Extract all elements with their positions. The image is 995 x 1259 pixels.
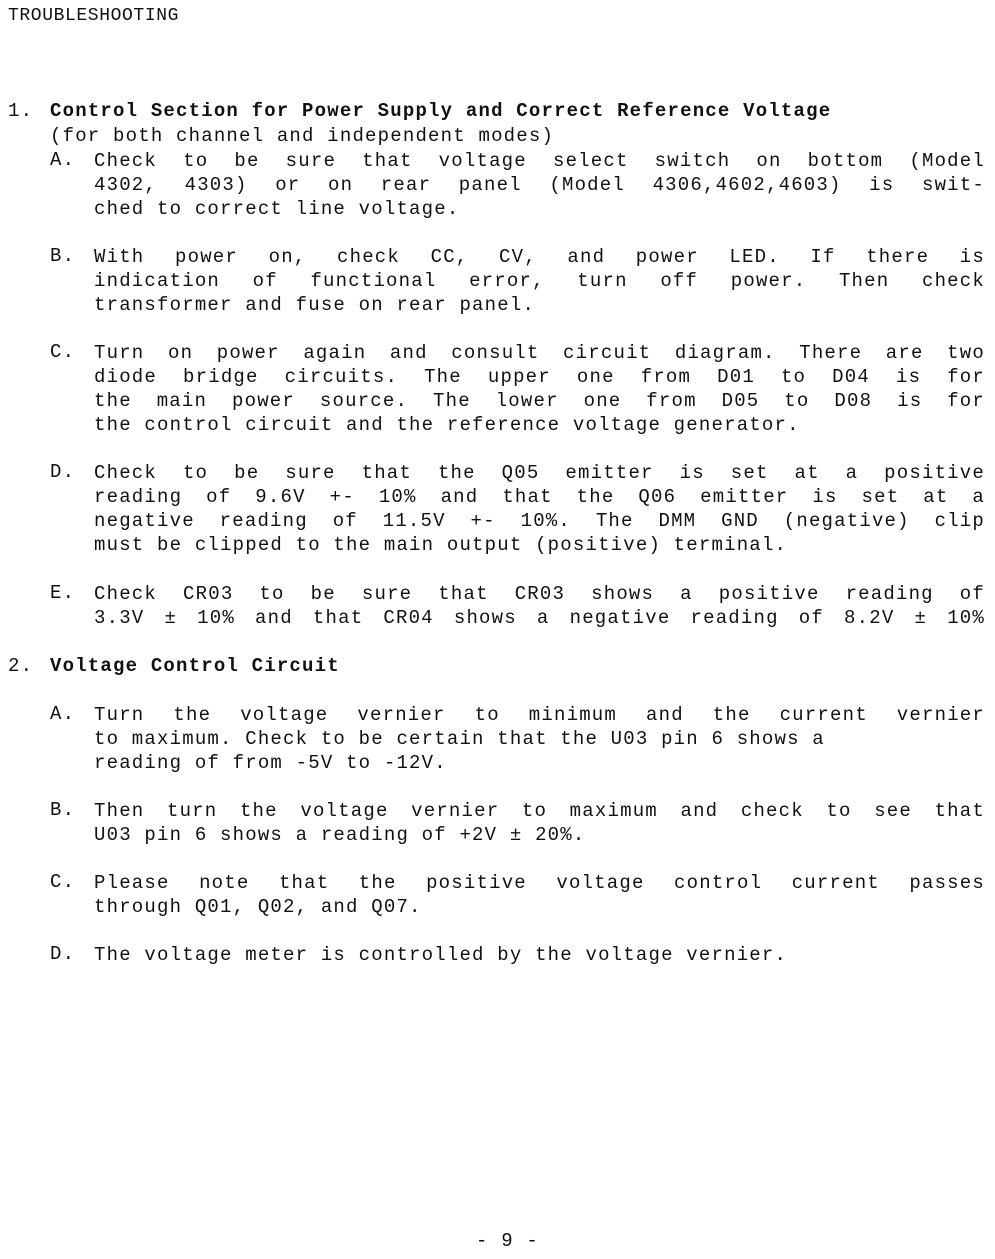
item-letter: C.	[50, 341, 76, 363]
page-number: - 9 -	[475, 1230, 539, 1252]
item-letter: A.	[50, 703, 76, 725]
item-letter: D.	[50, 461, 76, 483]
item-line: the main power source. The lower one from D05 to D08 is for	[94, 390, 985, 412]
item-letter: B.	[50, 245, 76, 267]
item-line: the control circuit and the reference voltage generator.	[94, 414, 800, 436]
section-1-item-e	[50, 582, 985, 630]
section-1-item-c	[50, 341, 985, 437]
item-line: ched to correct line voltage.	[94, 198, 460, 220]
section-1-number: 1.	[8, 100, 34, 122]
item-line: Check CR03 to be sure that CR03 shows a positive reading of	[94, 583, 985, 605]
item-line: transformer and fuse on rear panel.	[94, 294, 536, 316]
section-1-item-a	[50, 149, 985, 221]
item-line: Turn on power again and consult circuit diagram. There are two	[94, 342, 985, 364]
section-1-heading: Control Section for Power Supply and Correct Reference Voltage	[50, 100, 832, 122]
section-1-title	[8, 100, 831, 122]
page-header: TROUBLESHOOTING	[8, 6, 180, 26]
item-letter: A.	[50, 149, 76, 171]
item-line: Check to be sure that voltage select switch on bottom (Model	[94, 150, 985, 172]
item-line: 3.3V ± 10% and that CR04 shows a negative reading of 8.2V ± 10%	[94, 607, 985, 629]
item-letter: B.	[50, 799, 76, 821]
item-line: Turn the voltage vernier to minimum and the current vernier	[94, 704, 985, 726]
section-1-item-d	[50, 461, 985, 557]
item-line: Check to be sure that the Q05 emitter is set at a positive	[94, 462, 985, 484]
item-line: With power on, check CC, CV, and power LED. If there is	[94, 246, 985, 268]
section-1-subtitle: (for both channel and independent modes)	[50, 125, 555, 147]
item-line: reading of from -5V to -12V.	[94, 752, 447, 774]
item-line: through Q01, Q02, and Q07.	[94, 896, 422, 918]
item-line: 4302, 4303) or on rear panel (Model 4306,4602,4603) is swit-	[94, 174, 985, 196]
item-letter: E.	[50, 582, 76, 604]
item-line: indication of functional error, turn off power. Then check	[94, 270, 985, 292]
item-line: The voltage meter is controlled by the voltage vernier.	[94, 944, 788, 966]
section-2-item-d	[50, 943, 985, 967]
item-line: to maximum. Check to be certain that the U03 pin 6 shows a	[94, 728, 825, 750]
item-line: must be clipped to the main output (positive) terminal.	[94, 534, 788, 556]
item-line: U03 pin 6 shows a reading of +2V ± 20%.	[94, 824, 586, 846]
item-line: reading of 9.6V +- 10% and that the Q06 emitter is set at a	[94, 486, 985, 508]
section-2-item-c	[50, 871, 985, 919]
section-2-item-a	[50, 703, 985, 775]
item-line: Please note that the positive voltage control current passes	[94, 872, 985, 894]
item-letter: C.	[50, 871, 76, 893]
section-2-heading: Voltage Control Circuit	[50, 655, 340, 677]
item-line: Then turn the voltage vernier to maximum and check to see that	[94, 800, 985, 822]
section-2-number: 2.	[8, 655, 34, 677]
section-1-item-b	[50, 245, 985, 317]
item-line: negative reading of 11.5V +- 10%. The DMM GND (negative) clip	[94, 510, 985, 532]
section-2-item-b	[50, 799, 985, 847]
item-letter: D.	[50, 943, 76, 965]
section-2-title	[8, 655, 340, 677]
item-line: diode bridge circuits. The upper one from D01 to D04 is for	[94, 366, 985, 388]
